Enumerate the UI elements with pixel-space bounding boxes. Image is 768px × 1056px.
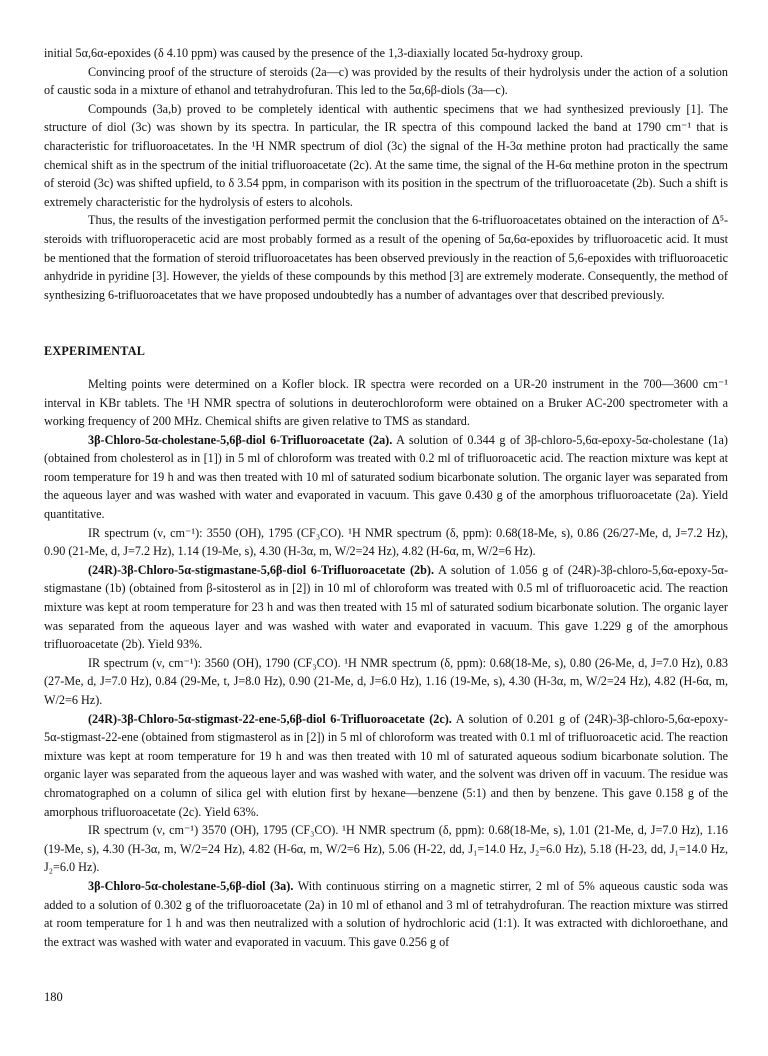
experimental-general-paragraph: Melting points were determined on a Kofler block. IR spectra were recorded on a UR-20 instrument in the 700—3600 cm⁻¹ interval in KBr tablets. The ¹H NMR spectra of solutions in deuterochloroform were obtained on a Bruker AC-200 spectrometer with a working frequency of 200 MHz. Chemical shifts are given relative to TMS as standard. <box>44 376 728 429</box>
page-number: 180 <box>44 990 63 1004</box>
intro-paragraph-3: Thus, the results of the investigation performed permit the conclusion that the 6-trifluoroacetates obtained on the interaction of Δ⁵-steroids with trifluoroperacetic acid are most probably formed as a result of the opening of 5α,6α-epoxides by trifluoroacetic acid. It must be mentioned that the formation of steroid trifluoroacetates has been observed previously in the reaction of 5,6-epoxides with trifluoroacetic anhydride in pyridine [3]. However, the yields of these compounds by this method [3] are extremely moderate. Consequently, the method of synthesizing 6-trifluoroacetates that we have proposed undoubtedly has a number of advantages over that described previously. <box>44 213 728 302</box>
compound-2c-title: (24R)-3β-Chloro-5α-stigmast-22-ene-5,6β-diol 6-Trifluoroacetate (2c). <box>88 711 452 726</box>
paper-page <box>44 44 728 951</box>
compound-2c-paragraph <box>44 710 728 822</box>
compound-2a-body: A solution of 0.344 g of 3β-chloro-5,6α-epoxy-5α-cholestane (1a) (obtained from cholesterol as in [1]) in 5 ml of chloroform was treated with 0.2 ml of trifluoroacetic acid. The reaction mixture was kept at room temperature for 19 h and was then treated with 10 ml of saturated sodium bicarbonate solution. The organic layer was separated from the aqueous layer and was washed with water and evaporated in vacuum. This gave 0.430 g of the amorphous trifluoroacetate (2a). Yield quantitative. <box>44 432 728 522</box>
compound-2b-title: (24R)-3β-Chloro-5α-stigmastane-5,6β-diol 6-Trifluoroacetate (2b). <box>88 562 434 577</box>
compound-2c-body: A solution of 0.201 g of (24R)-3β-chloro-5,6α-epoxy-5α-stigmast-22-ene (obtained from stigmasterol as in [2]) in 5 ml of chloroform was treated with 0.1 ml of trifluoroacetic acid. The reaction mixture was kept at room temperature for 19 h and was then treated with 10 ml of saturated aqueous sodium bicarbonate solution. The organic layer was separated from the aqueous layer and was washed with water, and the solvent was driven off in vacuum. The residue was chromatographed on a column of silica gel with elution first by hexane—benzene (5:1) and then by benzene. This gave 0.158 g of the amorphous trifluoroacetate (2c). Yield 63%. <box>44 711 728 819</box>
intro-paragraph-2: Compounds (3a,b) proved to be completely identical with authentic specimens that we had synthesized previously [1]. The structure of diol (3c) was shown by its spectra. In particular, the IR spectra of this compound lacked the band at 1790 cm⁻¹ that is characteristic for trifluoroacetates. In the ¹H NMR spectrum of diol (3c) the signal of the H-3α methine proton had practically the same chemical shift as in the spectrum of the initial trifluoroacetate (2c). At the same time, the signal of the H-6α methine proton in the spectrum of steroid (3c) was shifted upfield, to δ 3.54 ppm, in comparison with its position in the spectrum of the trifluoroacetate (2b). Such a shift is extremely characteristic for the hydrolysis of esters to alcohols. <box>44 101 728 209</box>
compound-2b-body: A solution of 1.056 g of (24R)-3β-chloro-5,6α-epoxy-5α-stigmastane (1b) (obtained from β-sitosterol as in [2]) in 10 ml of chloroform was treated with 0.5 ml of trifluoroacetic acid. The reaction mixture was kept at room temperature for 23 h and was then treated with 15 ml of saturated sodium bicarbonate solution. The organic layer was separated from the aqueous layer and was washed with water and evaporated in vacuum. This gave 1.229 g of the amorphous trifluoroacetate (2b). Yield 93%. <box>44 562 728 652</box>
compound-3a-body: With continuous stirring on a magnetic stirrer, 2 ml of 5% aqueous caustic soda was added to a solution of 0.302 g of the trifluoroacetate (2a) in 10 ml of ethanol and 3 ml of tetrahydrofuran. The reaction mixture was stirred at room temperature for 1 h and was then neutralized with a solution of hydrochloric acid (1:1). It was extracted with dichloroethane, and the extract was washed with water and evaporated in vacuum. This gave 0.256 g of <box>44 878 729 949</box>
section-heading-experimental: EXPERIMENTAL <box>44 344 146 359</box>
intro-paragraph-1: Convincing proof of the structure of steroids (2a—c) was provided by the results of their hydrolysis under the action of a solution of caustic soda in a mixture of ethanol and tetrahydrofuran. This led to the 5α,6β-diols (3a—c). <box>44 64 728 98</box>
intro-paragraph-0: initial 5α,6α-epoxides (δ 4.10 ppm) was caused by the presence of the 1,3-diaxially located 5α-hydroxy group. <box>44 46 583 60</box>
compound-2a-paragraph <box>44 431 728 524</box>
compound-2a-spectra: IR spectrum (ν, cm⁻¹): 3550 (OH), 1795 (CF₃CO). ¹H NMR spectrum (δ, ppm): 0.68(18-Me, s), 0.86 (26/27-Me, d, J=7.2 Hz), 0.90 (21-Me, d, J=7.2 Hz), 1.14 (19-Me, s), 4.30 (H-3α, m, W/2=24 Hz), 4.82 (H-6α, m, W/2=6 Hz). <box>44 525 728 559</box>
compound-2b-paragraph <box>44 561 728 654</box>
compound-2a-title: 3β-Chloro-5α-cholestane-5,6β-diol 6-Trifluoroacetate (2a). <box>88 432 393 447</box>
compound-3a-paragraph <box>44 877 728 951</box>
compound-3a-title: 3β-Chloro-5α-cholestane-5,6β-diol (3a). <box>88 878 294 893</box>
compound-2b-spectra: IR spectrum (ν, cm⁻¹): 3560 (OH), 1790 (CF₃CO). ¹H NMR spectrum (δ, ppm): 0.68(18-Me, s), 0.80 (26-Me, d, J=7.0 Hz), 0.83 (27-Me, d, J=7.0 Hz), 0.84 (29-Me, t, J=8.0 Hz), 0.90 (21-Me, d, J=6.0 Hz), 1.16 (19-Me, s), 4.30 (H-3α, m, W/2=24 Hz), 4.82 (H-6α, m, W/2=6 Hz). <box>44 655 728 707</box>
compound-2c-spectra: IR spectrum (ν, cm⁻¹) 3570 (OH), 1795 (CF₃CO). ¹H NMR spectrum (δ, ppm): 0.68(18-Me, s), 1.01 (21-Me, d, J=7.0 Hz), 1.16 (19-Me, s), 4.30 (H-3α, m, W/2=24 Hz), 4.82 (H-6α, m, W/2=6 Hz), 5.06 (H-22, dd, J₁=14.0 Hz, J₂=6.0 Hz), 5.18 (H-23, dd, J₁=14.0 Hz, J₂=6.0 Hz). <box>44 823 728 875</box>
